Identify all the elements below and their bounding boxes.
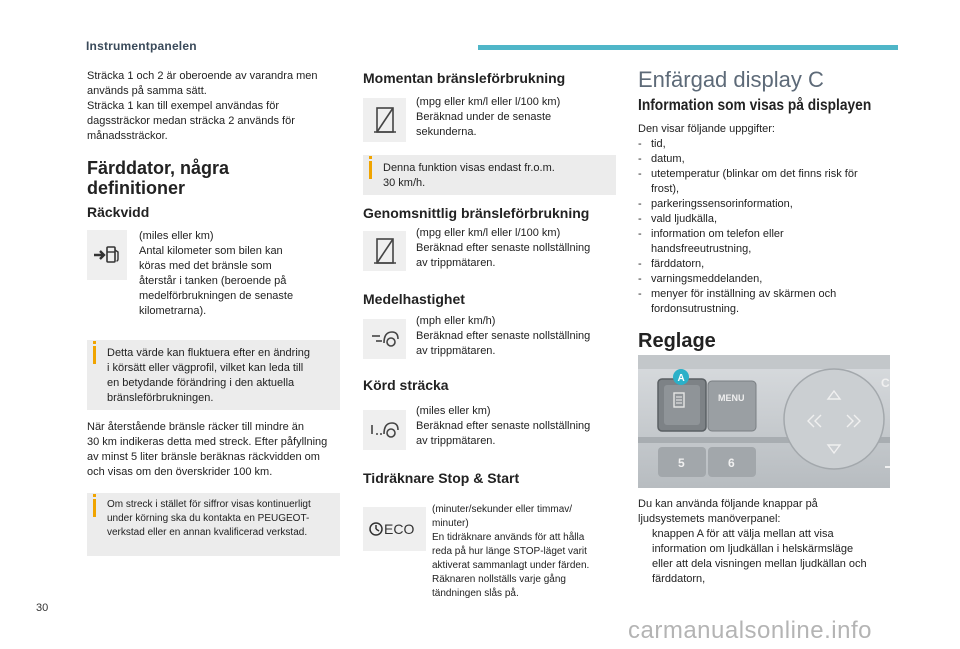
text-line: (mpg eller km/l eller l/100 km) xyxy=(416,227,561,239)
page-number: 30 xyxy=(36,602,49,614)
text-line: (minuter/sekunder eller timmav/ xyxy=(432,504,573,515)
text-line: av trippmätaren. xyxy=(416,257,496,269)
list-item: - utetemperatur (blinkar om det finns risk för xyxy=(638,167,898,182)
para-line: av minst 5 liter bränsle beräknas räckvidden om xyxy=(87,451,320,463)
header-accent-bar xyxy=(478,45,898,50)
average-speed-title: Medelhastighet xyxy=(363,291,465,307)
text-line: Beräknad under de senaste xyxy=(416,111,552,123)
range-line: återstår i tanken (beroende på xyxy=(139,275,287,287)
distance-title: Körd sträcka xyxy=(363,377,449,393)
info-marker-icon xyxy=(93,346,96,364)
section-title-line: Färddator, några xyxy=(87,158,230,178)
badge-a-label: A xyxy=(677,373,685,384)
text-line: (miles eller km) xyxy=(416,405,491,417)
controls-title: Reglage xyxy=(638,330,716,352)
controls-paragraph xyxy=(638,497,898,527)
text-line: Beräknad efter senaste nollställning xyxy=(416,420,591,432)
note-fluctuation xyxy=(87,340,340,410)
note-contact-workshop xyxy=(87,493,340,556)
note-speed-threshold xyxy=(363,155,616,195)
instant-consumption-text xyxy=(416,95,616,140)
list-item: - vald ljudkälla, xyxy=(638,212,898,227)
section-header: Instrumentpanelen xyxy=(86,39,197,53)
menu-key-label: MENU xyxy=(718,393,745,403)
list-item: - varningsmeddelanden, xyxy=(638,272,898,287)
intro-line: Sträcka 1 kan till exempel användas för xyxy=(87,100,279,112)
text-line: (mph eller km/h) xyxy=(416,315,496,327)
note-line: Detta värde kan fluktuera efter en ändring xyxy=(107,347,311,359)
key-5-label: 5 xyxy=(678,456,685,470)
display-lead: Den visar följande uppgifter: xyxy=(638,123,775,135)
average-fuel-icon xyxy=(372,236,398,266)
average-speed-icon xyxy=(370,328,400,350)
range-line: köras med det bränsle som xyxy=(139,260,272,272)
note-line: verkstad eller en annan kvalificerad verkstad. xyxy=(107,527,308,538)
eco-timer-icon xyxy=(367,519,423,539)
range-line: (miles eller km) xyxy=(139,230,214,242)
range-line: kilometrarna). xyxy=(139,305,207,317)
intro-line: används på samma sätt. xyxy=(87,85,207,97)
text-line: tändningen slås på. xyxy=(432,588,519,599)
stop-start-title: Tidräknare Stop & Start xyxy=(363,470,520,486)
range-description xyxy=(139,229,339,319)
section-title-trip-computer xyxy=(87,158,229,198)
average-speed-icon-box xyxy=(363,319,406,359)
fuel-consumption-icon xyxy=(372,105,398,135)
note-line: Denna funktion visas endast fr.o.m. xyxy=(383,162,555,174)
range-title: Räckvidd xyxy=(87,204,150,220)
list-item: - tid, xyxy=(638,137,898,152)
average-consumption-icon-box xyxy=(363,231,406,271)
display-info-subtitle: Information som visas på displayen xyxy=(638,97,872,114)
fuel-pump-arrow-icon xyxy=(92,242,122,268)
range-line: Antal kilometer som bilen kan xyxy=(139,245,283,257)
para-line: 30 km indikeras detta med streck. Efter påfyllning xyxy=(87,436,328,448)
text-line: sekunderna. xyxy=(416,126,477,138)
list-item: - menyer för inställning av skärmen och xyxy=(638,287,898,302)
key-6-label: 6 xyxy=(728,456,735,470)
control-panel-photo xyxy=(638,355,890,488)
instant-consumption-icon-box xyxy=(363,98,406,142)
intro-line: Sträcka 1 och 2 är oberoende av varandra men xyxy=(87,70,318,82)
intro-line: dagssträckor medan sträcka 2 används för xyxy=(87,115,295,127)
bullet-line: färddatorn, xyxy=(652,573,706,585)
list-item-continuation: handsfreeutrustning, xyxy=(651,243,752,255)
distance-text xyxy=(416,404,616,449)
intro-paragraph xyxy=(87,69,347,144)
note-line: en betydande förändring i den aktuella xyxy=(107,377,295,389)
distance-travelled-icon xyxy=(370,419,400,441)
list-item-continuation: frost), xyxy=(651,183,680,195)
bullet-line: eller att dela visningen mellan ljudkällan och xyxy=(652,558,867,570)
note-line: Om streck i stället för siffror visas kontinuerligt xyxy=(107,499,311,510)
para-line: När återstående bränsle räcker till mindre än xyxy=(87,421,305,433)
text-line: Beräknad efter senaste nollställning xyxy=(416,330,591,342)
info-marker-icon xyxy=(369,161,372,179)
text-line: minuter) xyxy=(432,518,469,529)
stop-start-text xyxy=(432,503,622,601)
para-line: och visas om den överskrider 100 km. xyxy=(87,466,273,478)
bullet-line: knappen A för att välja mellan att visa xyxy=(652,528,834,540)
note-line: under körning ska du kontakta en PEUGEOT- xyxy=(107,513,310,524)
average-speed-text xyxy=(416,314,616,359)
list-item: - datum, xyxy=(638,152,898,167)
audio-control-panel-illustration xyxy=(638,355,890,488)
range-line: medelförbrukningen de senaste xyxy=(139,290,294,302)
instant-consumption-title: Momentan bränsleförbrukning xyxy=(363,70,566,86)
display-items-list xyxy=(638,137,898,317)
note-line: 30 km/h. xyxy=(383,177,426,189)
eco-label: ECO xyxy=(383,521,414,537)
text-line: En tidräknare används för att hålla xyxy=(432,532,585,543)
range-icon-box xyxy=(87,230,127,280)
list-item: - parkeringssensorinformation, xyxy=(638,197,898,212)
text-line: Räknaren nollställs varje gång xyxy=(432,574,566,585)
watermark-text: carmanualsonline.info xyxy=(628,617,872,644)
edge-key-label: C xyxy=(881,376,890,390)
para-line: ljudsystemets manöverpanel: xyxy=(638,513,781,525)
display-c-title: Enfärgad display C xyxy=(638,67,824,92)
bullet-line: information om ljudkällan i helskärmsläge xyxy=(652,543,854,555)
average-consumption-text xyxy=(416,226,616,271)
dash-explanation xyxy=(87,420,347,480)
list-item: - färddatorn, xyxy=(638,257,898,272)
text-line: reda på hur länge STOP-läget varit xyxy=(432,546,587,557)
info-marker-icon xyxy=(93,499,96,517)
distance-icon-box xyxy=(363,410,406,450)
text-line: Beräknad efter senaste nollställning xyxy=(416,242,591,254)
text-line: av trippmätaren. xyxy=(416,345,496,357)
text-line: aktiverat sammanlagt under färden. xyxy=(432,560,590,571)
text-line: av trippmätaren. xyxy=(416,435,496,447)
text-line: (mpg eller km/l eller l/100 km) xyxy=(416,96,561,108)
stop-start-icon-box xyxy=(363,507,426,551)
list-item-continuation: fordonsutrustning. xyxy=(651,303,740,315)
list-item: - information om telefon eller xyxy=(638,227,898,242)
average-consumption-title: Genomsnittlig bränsleförbrukning xyxy=(363,205,590,221)
note-line: bränsleförbrukningen. xyxy=(107,392,214,404)
para-line: Du kan använda följande knappar på xyxy=(638,498,818,510)
section-title-line: definitioner xyxy=(87,178,185,198)
intro-line: månadssträckor. xyxy=(87,130,168,142)
note-line: i körsätt eller vägprofil, vilket kan leda till xyxy=(107,362,304,374)
